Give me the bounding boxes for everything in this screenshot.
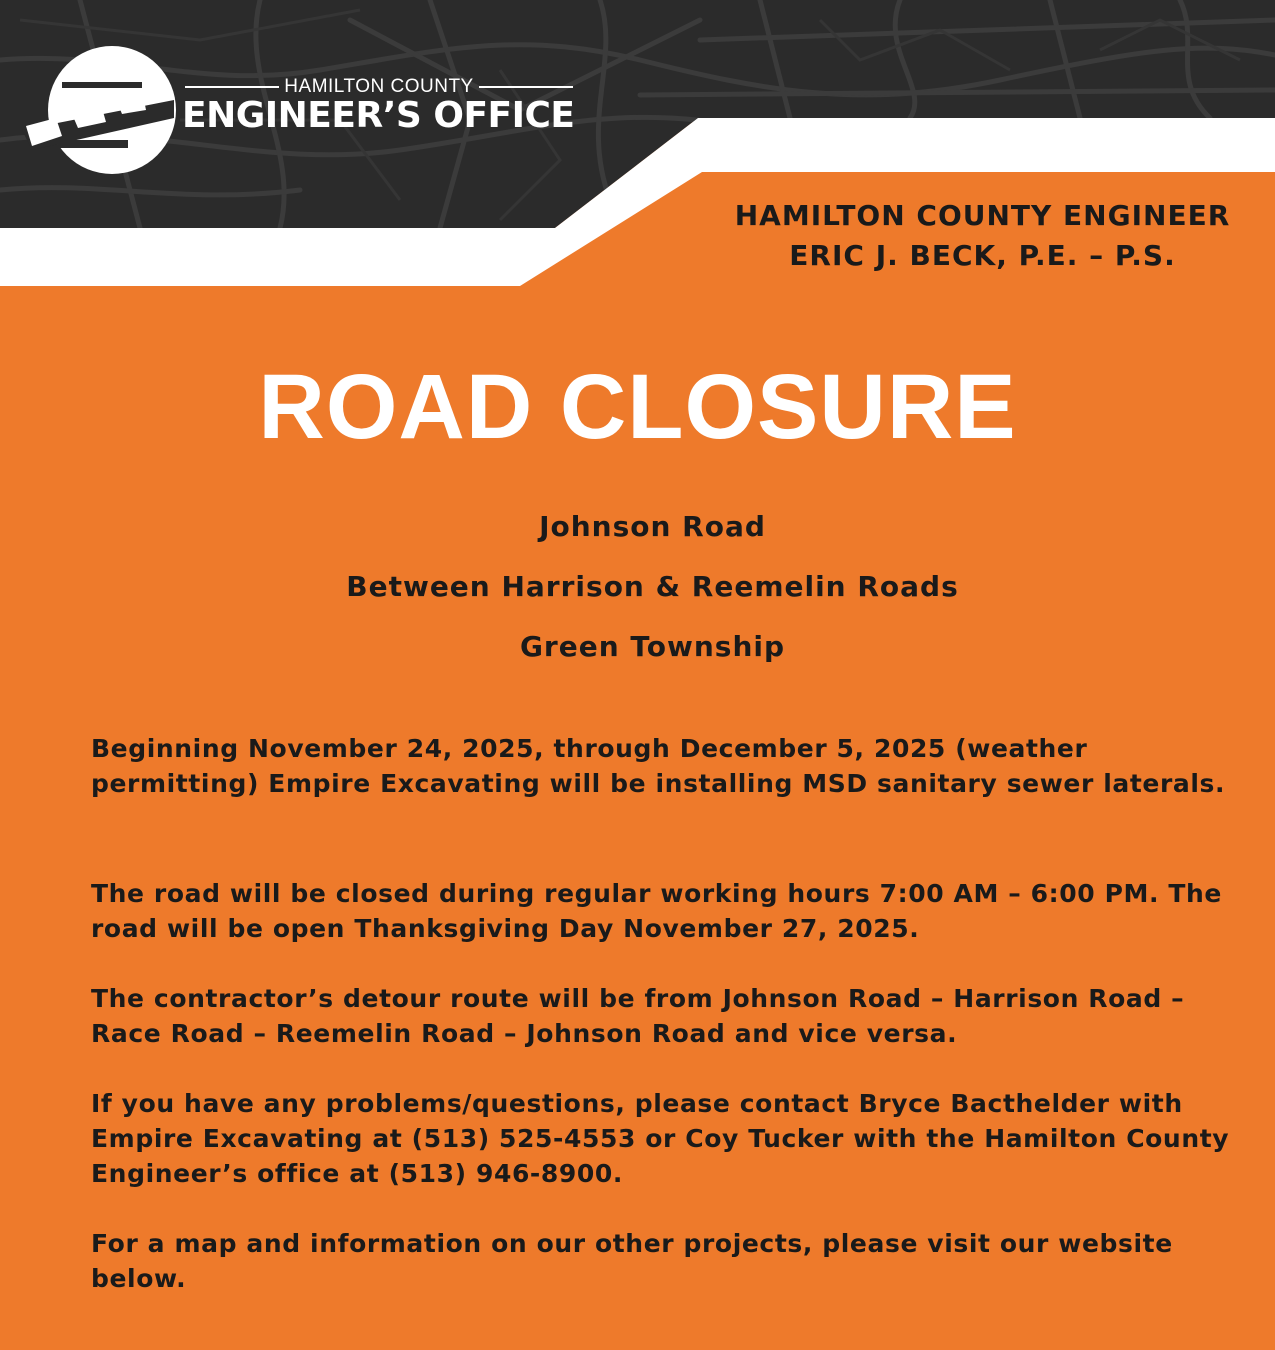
logo-rule-right <box>479 86 573 88</box>
page-title: ROAD CLOSURE <box>258 356 1017 458</box>
paragraph-contact: If you have any problems/questions, please contact Bryce Bacthelder with Empire Excavating at (513) 525-4553 or Coy Tucker with the Hamilton County Engineer’s office at (513) 946-8900. <box>91 1089 1230 1188</box>
logo-organization-text: HAMILTON COUNTY <box>284 76 474 97</box>
road-limits: Between Harrison & Reemelin Roads <box>346 570 959 603</box>
logo-office-text: ENGINEER’S OFFICE <box>182 95 575 136</box>
engineer-credit <box>690 196 1275 276</box>
road-perspective-icon <box>22 38 182 183</box>
engineer-name: ERIC J. BECK, P.E. – P.S. <box>789 239 1176 272</box>
engineer-title: HAMILTON COUNTY ENGINEER <box>734 199 1231 232</box>
paragraph-schedule: Beginning November 24, 2025, through December 5, 2025 (weather permitting) Empire Excavating will be installing MSD sanitary sewer laterals. <box>91 734 1226 798</box>
paragraph-hours: The road will be closed during regular working hours 7:00 AM – 6:00 PM. The road will be open Thanksgiving Day November 27, 2025. <box>91 879 1222 943</box>
road-name: Johnson Road <box>539 510 766 543</box>
township-name: Green Township <box>519 630 786 663</box>
paragraph-detour: The contractor’s detour route will be from Johnson Road – Harrison Road – Race Road – Reemelin Road – Johnson Road and vice versa. <box>91 984 1185 1048</box>
paragraph-website: For a map and information on our other projects, please visit our website below. <box>91 1229 1173 1293</box>
logo-rule-left <box>185 86 279 88</box>
